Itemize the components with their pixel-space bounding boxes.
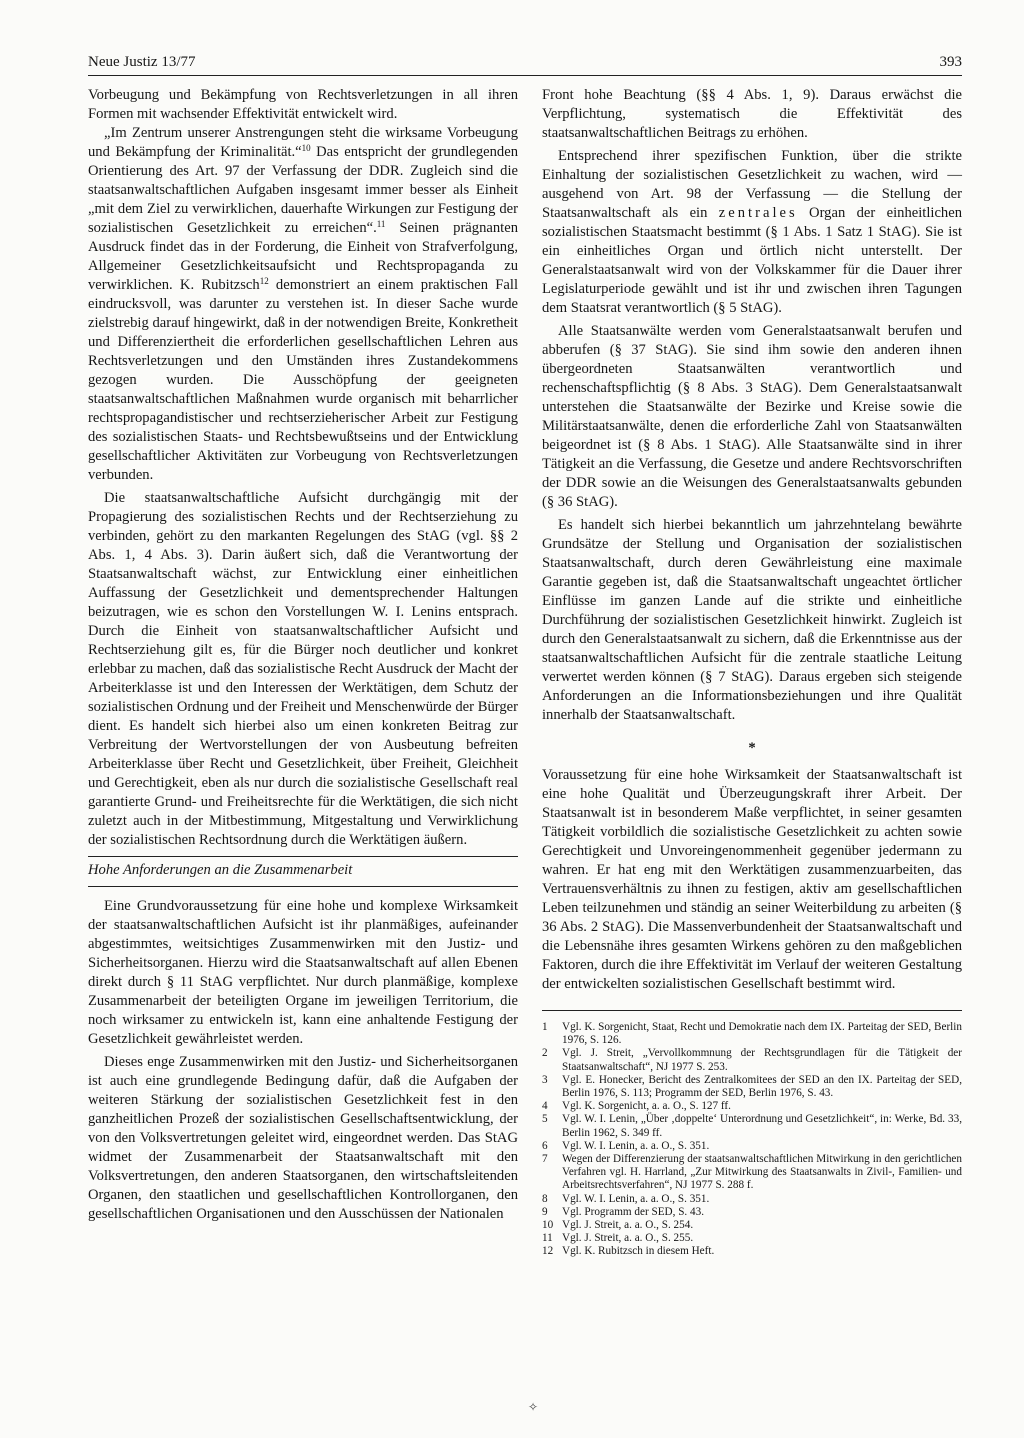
header-rule	[88, 75, 962, 76]
footnote-text: Vgl. K. Sorgenicht, a. a. O., S. 127 ff.	[562, 1100, 731, 1113]
footnote-text: Vgl. J. Streit, a. a. O., S. 255.	[562, 1232, 694, 1245]
footnote	[542, 1219, 962, 1232]
section-rule-bottom	[88, 886, 518, 887]
footnote	[542, 1021, 962, 1047]
right-paragraph-4: Es handelt sich hierbei bekanntlich um jahrzehntelang bewährte Grundsätze der Stellung und Organisation der sozialistischen Staatsanwaltschaft, durch deren Gewährleistung eine maximale Garantie gegeben ist, daß die Staatsanwaltschaft ungeachtet örtlicher Einflüsse im ganzen Lande auf die strikte und einheitliche Durchführung der sozialistischen Gesetzlichkeit hinwirkt. Zugleich ist durch den Generalstaatsanwalt zu sichern, daß die Erkenntnisse aus der staatsanwaltschaftlichen Aufsicht für die zentrale staatliche Leitung verwertet werden können (§ 7 StAG). Daraus ergeben sich steigende Anforderungen an die Informationsbeziehungen und ihre Qualität innerhalb der Staatsanwaltschaft.	[542, 517, 962, 723]
right-paragraph-3: Alle Staatsanwälte werden vom Generalstaatsanwalt berufen und abberufen (§ 37 StAG). Sie sind ihm sowie den anderen ihnen übergeordneten Staatsanwälten verantwortlich und rechenschaftspflichtig (§ 8 Abs. 3 StAG). Dem Generalstaatsanwalt unterstehen die Staatsanwälte der Bezirke und Kreise sowie die Militärstaatsanwälte, denen die erforderliche Zahl von Staatsanwälten beigeordnet ist (§ 8 Abs. 1 StAG). Alle Staatsanwälte sind in ihrer Tätigkeit an die Verfassung, die Gesetze und andere Rechtsvorschriften der DDR sowie an die Weisungen des Generalstaatsanwalts gebunden (§ 36 StAG).	[542, 323, 962, 510]
right-paragraph-2	[542, 147, 962, 318]
footnote-number: 8	[542, 1192, 548, 1205]
footnote-number: 9	[542, 1205, 548, 1218]
footnote-number: 6	[542, 1139, 548, 1152]
footnote	[542, 1140, 962, 1153]
left-column	[88, 86, 518, 1224]
footnote	[542, 1047, 962, 1073]
footnote-ref-11: 11	[376, 219, 386, 229]
footnote-number: 4	[542, 1100, 548, 1113]
footnote-ref-12: 12	[259, 276, 269, 286]
footnote-text: Vgl. K. Rubitzsch in diesem Heft.	[562, 1245, 715, 1258]
footnote-number: 12	[542, 1245, 554, 1258]
footnote-text: Vgl. Programm der SED, S. 43.	[562, 1205, 705, 1218]
running-header	[88, 48, 962, 72]
left-paragraph-3: Die staatsanwaltschaftliche Aufsicht durchgängig mit der Propagierung des sozialistischen Rechts und der Rechtserziehung zu verbinden, gehört zu den markanten Regelungen des StAG (vgl. §§ 2 Abs. 1, 4 Abs. 3). Darin äußert sich, daß die Verantwortung der Staatsanwaltschaft wächst, zur Entwicklung einer einheitlichen Auffassung der Gesetzlichkeit und dementsprechender Haltungen beizutragen, wie es schon den Vorstellungen W. I. Lenins entsprach. Durch die Einheit von staatsanwaltschaftlicher Aufsicht und Rechtserziehung gilt es, für die Bürger noch deutlicher und konkret erlebbar zu machen, daß das sozialistische Recht Ausdruck der Macht der Arbeiterklasse ist und den Interessen der Werktätigen, dem Schutz der sozialistischen Ordnung und der Freiheit und Menschenwürde der Bürger dient. Es handelt sich hierbei also um einen konkreten Beitrag zur Verbreitung der Wertvorstellungen der von Ausbeutung befreiten Arbeiterklasse über Recht und Gesetzlichkeit, über Freiheit, Gleichheit und Gerechtigkeit, eben als nur durch die sozialistische Gesellschaft real garantierte Grund- und Freiheitsrechte für die Werktätigen, die sich nicht zuletzt auch in der Mitbestimmung, Mitgestaltung und Verwirklichung der sozialistischen Rechtsordnung durch die Werktätigen äußern.	[88, 490, 518, 848]
page-number: 393	[939, 54, 962, 70]
footnote-text: Vgl. W. I. Lenin, a. a. O., S. 351.	[562, 1192, 710, 1205]
footnote	[542, 1193, 962, 1206]
left-paragraph-5: Dieses enge Zusammenwirken mit den Justiz- und Sicherheitsorganen ist auch eine grundlegende Bedingung dafür, daß die Aufgaben der weiteren Stärkung der sozialistischen Gesetzlichkeit fest in den ganzheitlichen Prozeß der sozialistischen Gesellschaftsentwicklung, der von den Volksvertretungen geleitet wird, eingeordnet werden. Das StAG widmet der Zusammenarbeit der Staatsanwaltschaft mit den Volksvertretungen, den anderen Staatsorganen, den wirtschaftsleitenden Organen, den staatlichen und gesellschaftlichen Kontrollorganen, den gesellschaftlichen Organisationen und den Ausschüssen der Nationalen	[88, 1054, 518, 1222]
footnote-number: 3	[542, 1073, 548, 1086]
footnote-number: 5	[542, 1113, 548, 1126]
left-paragraph-2	[88, 124, 518, 485]
footnote-number: 10	[542, 1219, 554, 1232]
right-paragraph-1: Front hohe Beachtung (§§ 4 Abs. 1, 9). Daraus erwächst die Verpflichtung, systematisch die Effektivität des staatsanwaltschaftlichen Beitrags zu erhöhen.	[542, 87, 962, 141]
footnote-number: 1	[542, 1021, 548, 1033]
quote-text: „Im Zentrum unserer Anstrengungen steht die wirksame Vorbeugung und Bekämpfung der Kriminalität.“	[88, 125, 518, 160]
footnote-text: Wegen der Differenzierung der staatsanwaltschaftlichen Mitwirkung in den gerichtlichen Verfahren vgl. H. Harrland, „Zur Mitwirkung des Staatsanwalts in Zivil-, Familien- und Arbeitsrechtsverfahren“, NJ 1977 S. 288 f.	[562, 1153, 962, 1192]
footnote	[542, 1074, 962, 1100]
footnote-text: Vgl. W. I. Lenin, „Über ‚doppelte‘ Unterordnung und Gesetzlichkeit“, in: Werke, Bd. 33, Berlin 1962, S. 349 ff.	[562, 1113, 962, 1139]
section-separator: *	[748, 740, 756, 756]
footnote-number: 11	[542, 1232, 553, 1245]
footnote-number: 7	[542, 1153, 548, 1166]
footnote	[542, 1153, 962, 1193]
footnote-number: 2	[542, 1047, 548, 1060]
section-rule-top	[88, 856, 518, 857]
section-subheading: Hohe Anforderungen an die Zusammenarbeit	[88, 862, 353, 878]
footnote	[542, 1100, 962, 1113]
footnote	[542, 1232, 962, 1245]
paragraph-text: Organ der einheitlichen sozialistischen Staatsmacht bestimmt (§ 1 Abs. 1 Satz 1 StAG). Sie ist ein einheitliches Organ und örtlich nicht unterstellt. Der Generalstaatsanwalt wird von der Volkskammer für die Dauer ihrer Legislaturperiode gewählt und ist ihr und zwischen ihren Tagungen dem Staatsrat verantwortlich (§ 5 StAG).	[542, 205, 963, 316]
footnote-text: Vgl. W. I. Lenin, a. a. O., S. 351.	[562, 1139, 710, 1152]
right-column	[542, 86, 962, 1259]
footnote	[542, 1113, 962, 1139]
footnote-text: Vgl. J. Streit, a. a. O., S. 254.	[562, 1219, 694, 1232]
left-paragraph-4: Eine Grundvoraussetzung für eine hohe und komplexe Wirksamkeit der staatsanwaltschaftlichen Aufsicht ist ihr planmäßiges, aufeinander abgestimmtes, weitsichtiges Zusammenwirken mit den Justiz- und Sicherheitsorganen. Hierzu wird die Staatsanwaltschaft auf allen Ebenen direkt durch § 11 StAG verpflichtet. Nur durch planmäßige, komplexe Zusammenarbeit der beteiligten Organe im jeweiligen Territorium, die noch wirksamer zu entwickeln ist, kann eine anhaltende Festigung der Gesetzlichkeit gewährleistet werden.	[88, 898, 518, 1047]
footnote-ref-10: 10	[301, 143, 311, 153]
footnotes	[542, 1010, 962, 1259]
footnote-text: Vgl. J. Streit, „Vervollkommnung der Rechtsgrundlagen für die Tätigkeit der Staatsanwaltschaft“, NJ 1977 S. 253.	[562, 1047, 962, 1073]
footnote	[542, 1206, 962, 1219]
left-paragraph-1: Vorbeugung und Bekämpfung von Rechtsverletzungen in all ihren Formen mit wachsender Effektivität entwickelt wird.	[88, 87, 518, 122]
footnote	[542, 1245, 962, 1258]
spaced-emphasis: zentrales	[718, 205, 798, 221]
print-mark-icon: ✧	[528, 1400, 539, 1414]
right-paragraph-5: Voraussetzung für eine hohe Wirksamkeit der Staatsanwaltschaft ist eine hohe Qualität und Überzeugungskraft ihrer Arbeit. Der Staatsanwalt ist in besonderem Maße verpflichtet, in seiner gesamten Tätigkeit vorbildlich die sozialistische Gesetzlichkeit zu achten sowie Gerechtigkeit und Unvoreingenommenheit gegenüber jedermann zu wahren. Er hat eng mit den Werktätigen zusammenzuarbeiten, das Vertrauensverhältnis zu ihnen zu festigen, aktiv am gesellschaftlichen Leben teilzunehmen und ständig an seiner Weiterbildung zu arbeiten (§ 36 Abs. 2 StAG). Die Massenverbundenheit der Staatsanwaltschaft und die Lebensnähe ihres gesamten Wirkens gehören zu den maßgeblichen Faktoren, durch die ihre Effektivität im Verlauf der weiteren Gestaltung der entwickelten sozialistischen Gesellschaft bestimmt wird.	[542, 767, 962, 992]
footnote-text: Vgl. E. Honecker, Bericht des Zentralkomitees der SED an den IX. Parteitag der SED, Berlin 1976, S. 113; Programm der SED, Berlin 1976, S. 43.	[562, 1073, 962, 1100]
footnote-text: Vgl. K. Sorgenicht, Staat, Recht und Demokratie nach dem IX. Parteitag der SED, Berlin 1976, S. 126.	[562, 1021, 962, 1047]
paragraph-text: Seinen prägnanten Ausdruck findet das in der Forderung, die Einheit von Strafverfolgung, Allgemeiner Gesetzlichkeitsaufsicht und Rechtspropaganda zu verwirklichen. K. Rubitzsch	[88, 220, 518, 293]
paragraph-text: Das entspricht der grundlegenden Orientierung des Art. 97 der Verfassung der DDR. Zugleich sind die staatsanwaltschaftlichen Aufgaben insgesamt immer besser als Einheit „mit dem Ziel zu verwirklichen, dauerhafte Wirkungen zur Festigung der sozialistischen Gesetzlichkeit zu erreichen“.	[88, 144, 518, 236]
paragraph-text: demonstriert an einem praktischen Fall eindrucksvoll, was darunter zu verstehen ist. In dieser Sache wurde zielstrebig darauf hingewirkt, daß in der notwendigen Breite, Konkretheit und Differenziertheit die erforderlichen gesellschaftlichen Lehren aus Rechtsverletzungen und den Umständen ihres Zustandekommens gezogen wurden. Die Ausschöpfung der geeigneten staatsanwaltschaftlichen Maßnahmen wurde organisch mit beharrlicher rechtspropagandistischer und rechtserzieherischer Arbeit zur Festigung des sozialistischen Staats- und Rechtsbewußtseins und der Entwicklung gesellschaftlicher Aktivitäten zur Vorbeugung von Rechtsverletzungen verbunden.	[88, 277, 518, 483]
journal-issue: Neue Justiz 13/77	[88, 54, 196, 70]
paragraph-text: Entsprechend ihrer spezifischen Funktion, über die strikte Einhaltung der sozialistischen Gesetzlichkeit zu wachen, wird — ausgehend von Art. 98 der Verfassung — die Stellung der Staatsanwaltschaft als ein	[542, 148, 962, 221]
